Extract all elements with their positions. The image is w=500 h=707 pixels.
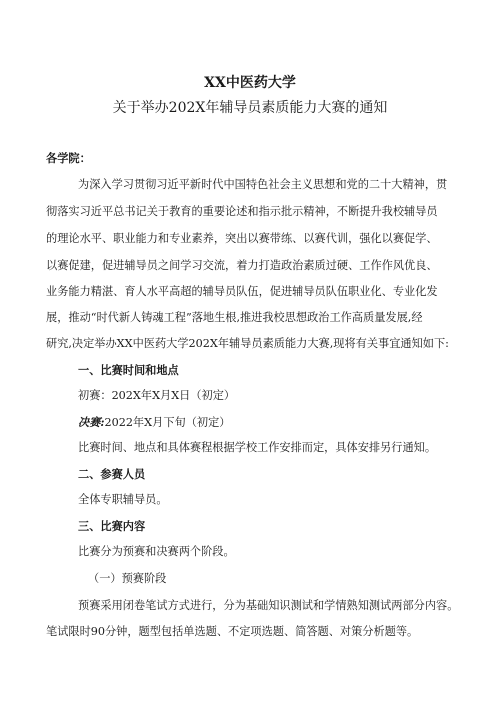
prelim-time: 初赛：202X年X月X日（初定） xyxy=(78,389,236,402)
prelim-line-2: 笔试限时90分钟，题型包括单选题、不定项选题、简答题、对策分析题等。 xyxy=(46,625,419,638)
final-label: 决赛: xyxy=(78,415,105,429)
final-time xyxy=(78,415,230,430)
notice-title xyxy=(0,97,500,117)
intro-line-4: 以赛促建，促进辅导员之间学习交流，着力打造政治素质过硬、工作作风优良、 xyxy=(46,259,438,272)
prelim-stage-heading: （一）预赛阶段 xyxy=(88,572,167,585)
participants: 全体专职辅导员。 xyxy=(78,493,168,506)
section2-heading: 二、参赛人员 xyxy=(78,467,146,481)
stages-text: 比赛分为预赛和决赛两个阶段。 xyxy=(78,545,235,558)
intro-line-6: 展，推动“时代新人铸魂工程”落地生根,推进我校思想政治工作高质量发展,经 xyxy=(46,311,423,324)
section1-heading: 一、比赛时间和地点 xyxy=(78,363,179,377)
final-value: 2022年X月下旬（初定） xyxy=(104,416,231,429)
intro-line-2: 彻落实习近平总书记关于教育的重要论述和指示批示精神，不断提升我校辅导员 xyxy=(46,205,438,218)
salutation: 各学院： xyxy=(46,151,91,165)
intro-line-1: 为深入学习贯彻习近平新时代中国特色社会主义思想和党的二十大精神，贯 xyxy=(78,178,448,191)
intro-line-3: 的理论水平、职业能力和专业素养，突出以赛带练、以赛代训，强化以赛促学、 xyxy=(46,232,438,245)
prelim-line-1: 预赛采用闭卷笔试方式进行，分为基础知识测试和学情熟知测试两部分内容。 xyxy=(78,599,459,612)
schedule-note: 比赛时间、地点和具体赛程根据学校工作安排而定，具体安排另行通知。 xyxy=(78,441,437,454)
intro-line-5: 业务能力精湛、育人水平高超的辅导员队伍，促进辅导员队伍职业化、专业化发 xyxy=(46,285,438,298)
intro-line-7: 研究,决定举办XX中医药大学202X年辅导员素质能力大赛,现将有关事宜通知如下: xyxy=(46,337,449,350)
section3-heading: 三、比赛内容 xyxy=(78,519,146,533)
school-name: XX中医药大学 xyxy=(204,75,296,91)
notice-title-text: 关于举办202X年辅导员素质能力大赛的通知 xyxy=(112,100,388,116)
